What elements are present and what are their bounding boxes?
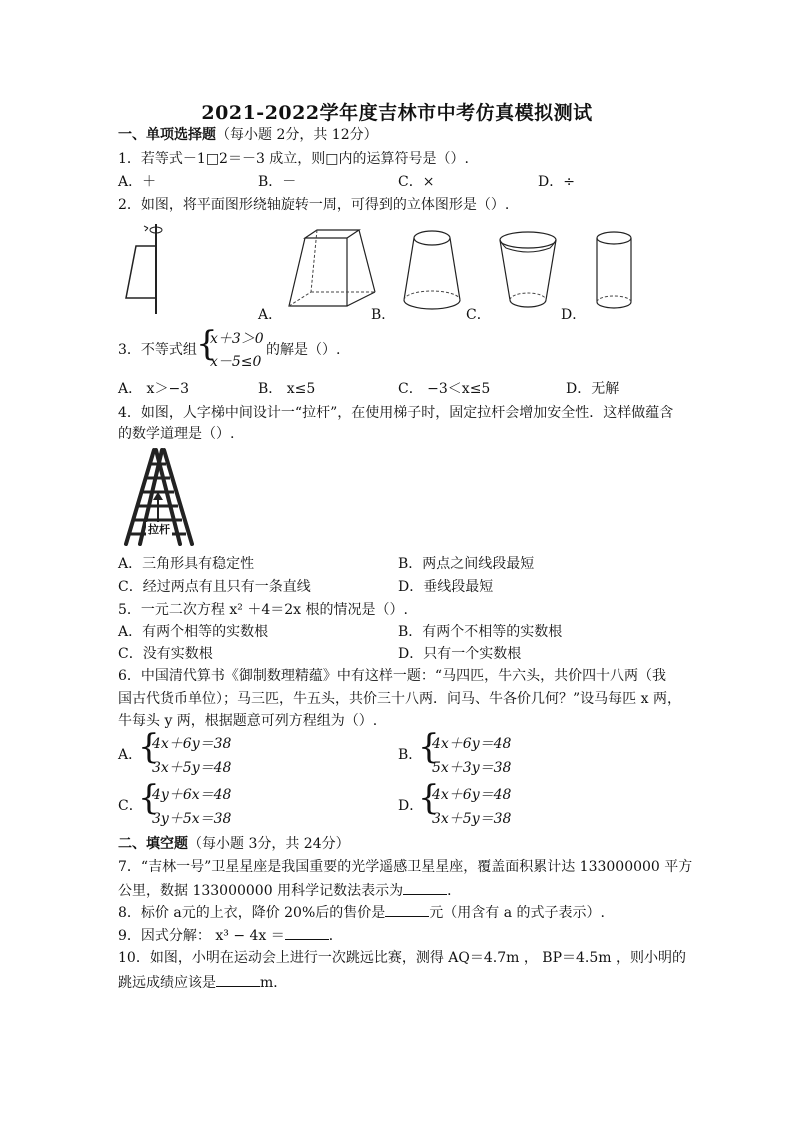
q1-option-b: B．－ <box>258 174 297 190</box>
q2-option-a: A． <box>258 307 283 323</box>
q2-option-c: C． <box>466 307 491 323</box>
q6-c-equation-2: 3y＋5x＝38 <box>152 811 232 827</box>
q2-option-b: B． <box>371 307 396 323</box>
q4-option-d: D．垂线段最短 <box>398 579 494 595</box>
ladder-bar-label: 拉杆 <box>148 523 170 536</box>
question-3-prefix: 3．不等式组 <box>118 342 197 358</box>
q4-option-a: A．三角形具有稳定性 <box>118 556 255 572</box>
section-heading-fill-in <box>118 835 350 853</box>
question-3-suffix: 的解是（）. <box>266 342 341 358</box>
q6-d-equation-2: 3x＋5y＝38 <box>432 811 512 827</box>
system-brace: { <box>418 778 440 818</box>
q6-a-equation-1: 4x＋6y＝38 <box>152 736 232 752</box>
q7-text: 公里，数据 133000000 用科学记数法表示为 <box>118 883 404 899</box>
q6-option-b-label: B． <box>398 747 423 763</box>
q10-text: 跳远成绩应该是 <box>118 975 216 991</box>
section-note: （每小题 3分，共 24分） <box>188 836 350 852</box>
question-10-line2 <box>118 973 287 992</box>
question-6-stem-line1: 6．中国清代算书《御制数理精蕴》中有这样一题：“马四匹，牛六头，共价四十八两（我 <box>118 668 667 684</box>
q3-inequality-2: x－5≤0 <box>210 354 262 370</box>
q1-option-c: C．× <box>398 174 435 190</box>
q3-option-d: D．无解 <box>566 381 620 397</box>
q5-option-d: D．只有一个实数根 <box>398 646 522 662</box>
q3-inequality-1: x＋3＞0 <box>210 331 264 347</box>
page-title: 2021-2022学年度吉林市中考仿真模拟测试 <box>201 102 593 124</box>
answer-blank[interactable] <box>385 903 429 917</box>
question-4-stem-line2: 的数学道理是（）. <box>118 426 235 442</box>
solid-option-d-cylinder <box>592 230 636 314</box>
q5-option-c: C．没有实数根 <box>118 646 213 662</box>
system-brace: { <box>138 727 160 767</box>
q5-option-b: B．有两个不相等的实数根 <box>398 624 563 640</box>
q6-option-d-label: D． <box>398 798 424 814</box>
question-6-stem-line2: 国古代货币单位）；马三匹，牛五头，共价三十八两．问马、牛各价几何？”设马每匹 x 两， <box>118 691 681 707</box>
question-7-line2 <box>118 881 461 900</box>
answer-blank[interactable] <box>285 926 329 940</box>
question-7-line1: 7．“吉林一号”卫星星座是我国重要的光学遥感卫星星座，覆盖面积累计达 133000000 平方 <box>118 859 693 875</box>
section-heading-choice <box>118 126 378 144</box>
question-8 <box>118 903 605 922</box>
q9-text: 9．因式分解： x³ − 4x ＝ <box>118 928 285 944</box>
q2-option-d: D． <box>561 307 587 323</box>
question-4-stem-line1: 4．如图，人字梯中间设计一“拉杆”，在使用梯子时，固定拉杆会增加安全性．这样做蕴含 <box>118 405 674 421</box>
q6-option-c-label: C． <box>118 798 143 814</box>
q10-end: m． <box>260 975 288 991</box>
q8-end: 元（用含有 a 的式子表示）. <box>429 905 605 921</box>
answer-blank[interactable] <box>403 881 447 895</box>
system-brace: { <box>418 727 440 767</box>
q4-option-b: B．两点之间线段最短 <box>398 556 535 572</box>
q1-option-d: D．÷ <box>538 174 575 190</box>
answer-blank[interactable] <box>216 973 260 987</box>
q6-a-equation-2: 3x＋5y＝48 <box>152 760 232 776</box>
section-note: （每小题 2分，共 12分） <box>216 127 378 143</box>
question-5-stem: 5．一元二次方程 x² ＋4＝2x 根的情况是（）. <box>118 602 408 618</box>
question-9 <box>118 926 343 945</box>
solid-option-c-curved-frustum <box>496 230 560 316</box>
ladder-figure <box>120 446 196 548</box>
question-1-stem: 1．若等式－1□2＝－3 成立，则□内的运算符号是（）. <box>118 151 469 167</box>
system-brace: { <box>196 324 218 364</box>
q6-b-equation-2: 5x＋3y＝38 <box>432 760 512 776</box>
rotation-figure <box>118 222 178 317</box>
q7-end: ． <box>447 883 462 899</box>
q1-option-a: A．＋ <box>118 174 157 190</box>
question-10-line1: 10．如图，小明在运动会上进行一次跳远比赛，测得 AQ＝4.7m ， BP＝4.5m ，则小明的 <box>118 950 686 966</box>
solid-option-b-cone-frustum <box>400 228 464 314</box>
q6-b-equation-1: 4x＋6y＝48 <box>432 736 512 752</box>
q6-option-a-label: A． <box>118 747 143 763</box>
q3-option-a: A． x＞−3 <box>118 381 190 397</box>
q4-option-c: C．经过两点有且只有一条直线 <box>118 579 311 595</box>
system-brace: { <box>138 778 160 818</box>
q5-option-a: A．有两个相等的实数根 <box>118 624 269 640</box>
question-2-stem: 2．如图，将平面图形绕轴旋转一周，可得到的立体图形是（）. <box>118 197 510 213</box>
section-title: 二、填空题 <box>118 836 188 852</box>
section-title: 一、单项选择题 <box>118 127 216 143</box>
q3-option-b: B． x≤5 <box>258 381 316 397</box>
question-6-stem-line3: 牛每头 y 两，根据题意可列方程组为（）. <box>118 713 378 729</box>
q6-d-equation-1: 4x＋6y＝48 <box>432 787 512 803</box>
q9-end: ． <box>328 928 343 944</box>
q6-c-equation-1: 4y＋6x＝48 <box>152 787 232 803</box>
solid-option-a-pyramid-frustum <box>287 228 377 318</box>
q3-option-c: C． −3＜x≤5 <box>398 381 491 397</box>
q8-text: 8．标价 a元的上衣，降价 20%后的售价是 <box>118 905 386 921</box>
